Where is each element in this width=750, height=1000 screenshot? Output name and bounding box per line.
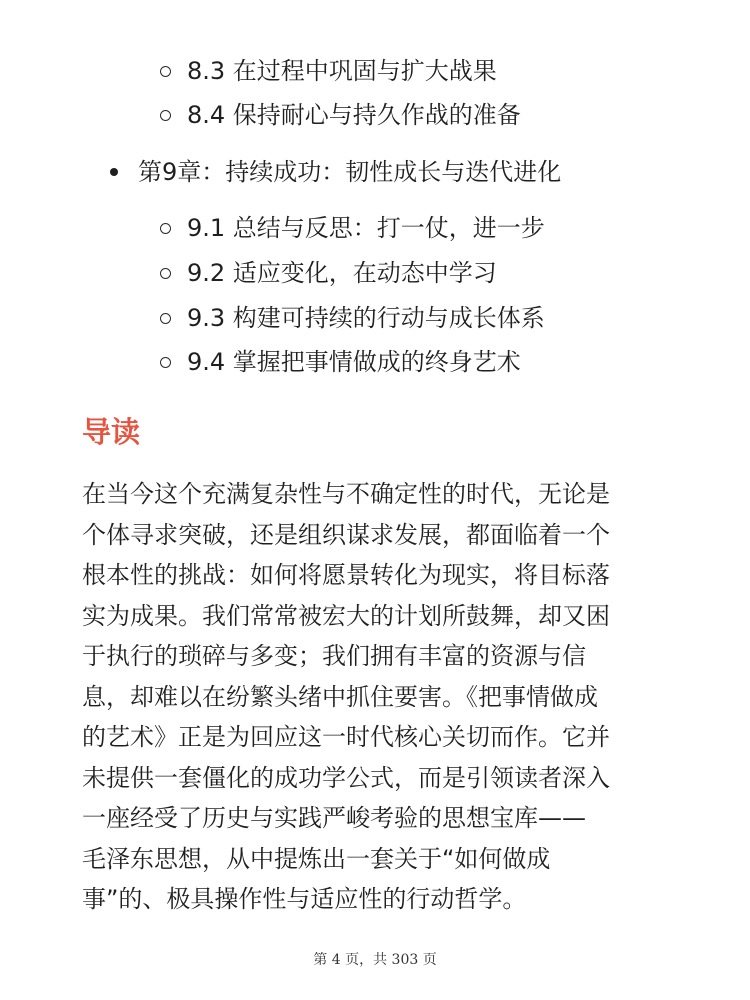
- intro-paragraph: [82, 474, 682, 920]
- toc-chapter-9: [110, 156, 561, 188]
- paragraph-line: 事”的、极具操作性与适应性的行动哲学。: [82, 885, 527, 913]
- paragraph-line: 实为成果。我们常常被宏大的计划所鼓舞，却又困: [82, 601, 610, 630]
- toc-subitem: [160, 55, 497, 87]
- toc-subitem: [160, 346, 521, 378]
- paragraph-line: 未提供一套僵化的成功学公式，而是引领读者深入: [82, 763, 610, 792]
- toc-chapter-title: 第9章：持续成功：韧性成长与迭代进化: [138, 158, 562, 186]
- toc-subitem-label: 9.2 适应变化，在动态中学习: [187, 259, 497, 287]
- toc-subitem: [160, 302, 545, 334]
- paragraph-line: 在当今这个充满复杂性与不确定性的时代，无论是: [82, 480, 610, 508]
- hollow-bullet-icon: [160, 223, 171, 234]
- toc-subitem: [160, 257, 497, 289]
- toc-subitem: [160, 212, 545, 244]
- paragraph-line: 的艺术》正是为回应这一时代核心关切而作。它并: [82, 723, 610, 751]
- paragraph-line: 一座经受了历史与实践严峻考验的思想宝库——: [82, 804, 586, 832]
- paragraph-line: 个体寻求突破，还是组织谋求发展，都面临着一个: [82, 520, 610, 549]
- toc-subitem-label: 8.4 保持耐心与持久作战的准备: [187, 101, 521, 129]
- paragraph-line: 于执行的琐碎与多变；我们拥有丰富的资源与信: [82, 642, 586, 670]
- solid-bullet-icon: [110, 168, 118, 176]
- paragraph-line: 根本性的挑战：如何将愿景转化为现实，将目标落: [82, 561, 610, 589]
- toc-subitem: [160, 99, 521, 131]
- toc-subitem-label: 9.3 构建可持续的行动与成长体系: [187, 304, 545, 332]
- hollow-bullet-icon: [160, 357, 171, 368]
- paragraph-line: 毛泽东思想，从中提炼出一套关于“如何做成: [82, 844, 551, 873]
- hollow-bullet-icon: [160, 313, 171, 324]
- hollow-bullet-icon: [160, 268, 171, 279]
- hollow-bullet-icon: [160, 110, 171, 121]
- toc-subitem-label: 9.4 掌握把事情做成的终身艺术: [187, 348, 521, 376]
- page-number-footer: 第 4 页，共 303 页: [313, 952, 437, 968]
- section-heading: 导读: [82, 415, 141, 449]
- toc-subitem-label: 8.3 在过程中巩固与扩大战果: [187, 57, 497, 85]
- paragraph-line: 息，却难以在纷繁头绪中抓住要害。《把事情做成: [82, 682, 598, 711]
- toc-subitem-label: 9.1 总结与反思：打一仗，进一步: [187, 214, 545, 242]
- hollow-bullet-icon: [160, 66, 171, 77]
